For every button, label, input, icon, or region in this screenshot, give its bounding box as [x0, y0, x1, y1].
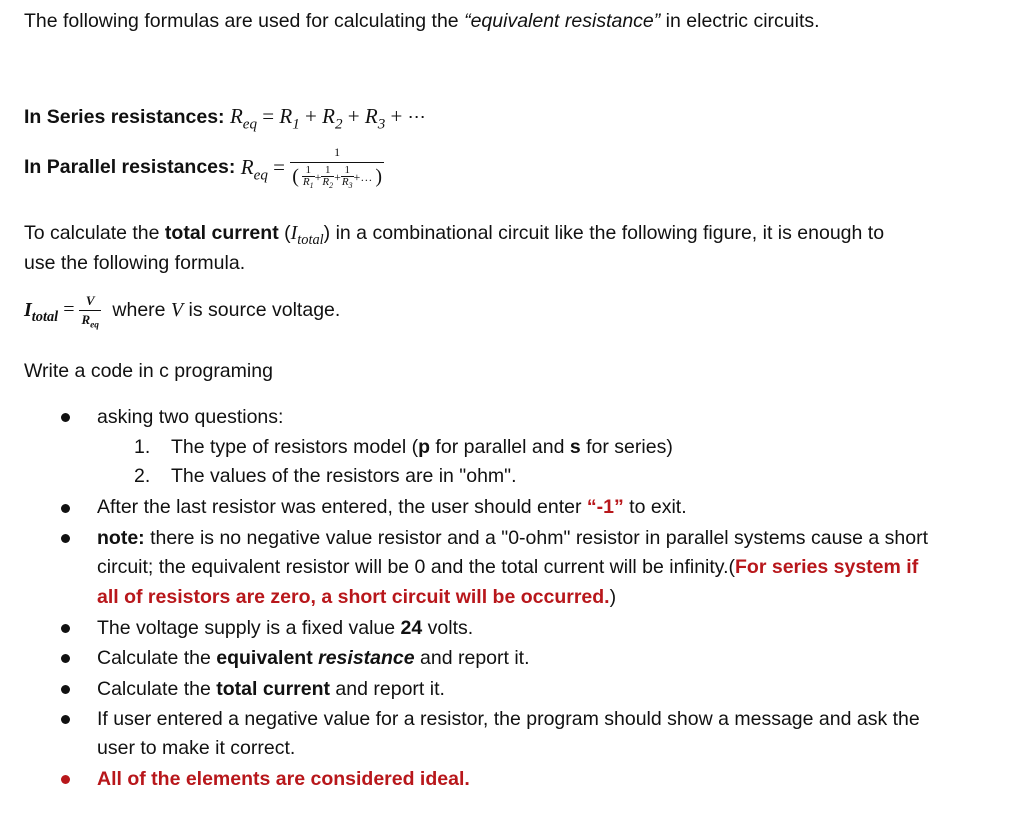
- bullet-voltage: The voltage supply is a fixed value 24 volts.: [97, 617, 474, 639]
- current-paragraph-line2: use the following formula.: [24, 252, 246, 274]
- bullet-note-line2: circuit; the equivalent resistor will be 0 and the total current will be infinity.(For series system if: [97, 556, 919, 578]
- bullet-dot: [61, 775, 70, 784]
- bullet-exit: After the last resistor was entered, the user should enter “-1” to exit.: [97, 496, 687, 518]
- parallel-formula: In Parallel resistances: $R_{eq}$ = 1 ( $\frac{1}{R_1}$ + $\frac{1}{R_2}$ + $\frac{1}{R_3}$ +… ): [24, 145, 382, 190]
- bullet-note-line3: all of resistors are zero, a short circuit will be occurred.): [97, 586, 617, 608]
- current-formula: $I_{total}$ = $\frac{V}{R_{eq}}$ where V is source voltage.: [24, 293, 341, 330]
- bullet-dot: [61, 504, 70, 513]
- bullet-dot: [61, 624, 70, 633]
- series-formula: In Series resistances: $R_{eq} = R_1 + R_2 + R_3$ + ⋯: [24, 104, 426, 133]
- parallel-fraction: 1 ( $\frac{1}{R_1}$ + $\frac{1}{R_2}$ + $\frac{1}{R_3}$ +… ): [292, 145, 382, 190]
- sub-item-1: 1. The type of resistors model (p for parallel and s for series): [134, 436, 673, 458]
- sub-item-2: 2. The values of the resistors are in "ohm".: [134, 465, 517, 487]
- bullet-questions: asking two questions:: [97, 406, 284, 428]
- bullet-equivalent: Calculate the equivalent resistance and report it.: [97, 647, 530, 669]
- bullet-dot: [61, 654, 70, 663]
- bullet-dot: [61, 715, 70, 724]
- bullet-dot: [61, 685, 70, 694]
- bullet-ideal: All of the elements are considered ideal.: [97, 768, 470, 790]
- bullet-dot: [61, 413, 70, 422]
- bullet-negative-line1: If user entered a negative value for a resistor, the program should show a message and ask the: [97, 708, 920, 730]
- task-text: Write a code in c programing: [24, 360, 273, 382]
- bullet-negative-line2: user to make it correct.: [97, 737, 296, 759]
- current-paragraph-line1: To calculate the total current $(I_{total})$ in a combinational circuit like the following figure, it is enough to: [24, 222, 885, 249]
- bullet-total-current: Calculate the total current and report it.: [97, 678, 445, 700]
- bullet-dot: [61, 534, 70, 543]
- intro-text: The following formulas are used for calculating the “equivalent resistance” in electric circuits.: [24, 10, 820, 32]
- bullet-note-line1: note: there is no negative value resistor and a "0-ohm" resistor in parallel systems cause a short: [97, 527, 929, 549]
